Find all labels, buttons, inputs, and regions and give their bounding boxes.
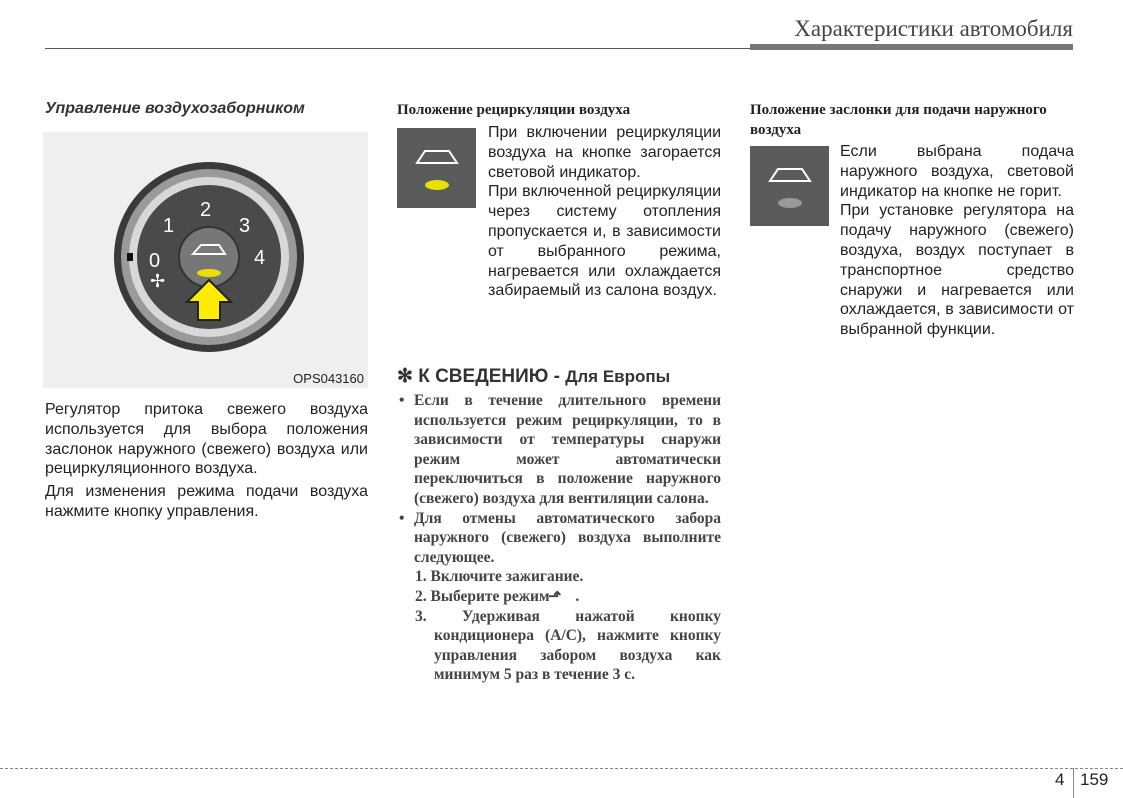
dial-label-3: 3 [239,215,251,237]
section-heading: Управление воздухозаборником [45,100,305,117]
footer-divider [0,768,1123,769]
indicator-light-on [197,269,221,277]
recirculation-button-image [397,128,476,208]
note-step [397,587,721,607]
figure-caption: OPS043160 [293,371,364,386]
chapter-number: 4 [1055,770,1065,789]
note-step-period: . [575,587,580,605]
section-title: Характеристики автомобиля [794,16,1073,41]
note-subtitle: Для Европы [565,367,671,386]
dial-label-4: 4 [254,247,266,269]
dial-illustration [43,132,368,388]
paragraph: Если выбрана подача наружного воздуха, световой индикатор на кнопке не горит. [840,143,1074,200]
paragraph: При включенной рециркуляции через систему отопления пропускается и, в зависимости от выбранного режима, нагревается или охлаждается забираемый из салона воздух. [488,183,721,300]
note-step-text: 2. Выберите режим [415,587,550,605]
face-vent-mode-icon: ⬏ [548,587,562,605]
note-title: К СВЕДЕНИЮ - [418,366,566,387]
note-step: 1. Включите зажигание. [415,568,584,586]
fan-icon: ✢ [150,271,166,291]
page-number: 159 [1080,770,1109,789]
dial-label-0: 0 [149,250,161,272]
paragraph: Регулятор притока свежего воздуха используется для выбора положения заслонок наружного (свежего) воздуха или рециркуляционного воздуха. [45,401,368,478]
paragraph: Для изменения режима подачи воздуха нажмите кнопку управления. [45,483,368,520]
fresh-air-button-image [750,146,829,226]
note-bullet: • Если в течение длительного времени используется режим рециркуляции, то в зависимости от температуры снаружи режим может автоматически переключиться в положение наружного (свежего) воздуха для вентиляции салона. [397,391,721,509]
header-bar [750,44,1073,50]
left-column [45,100,368,118]
dial-label-1: 1 [163,215,175,237]
dial-label-2: 2 [200,199,212,221]
section-heading: Положение рециркуляции воздуха [397,102,631,118]
note-bullet: • Для отмены автоматического забора наружного (свежего) воздуха выполните следующее. [397,509,721,568]
note-symbol-icon: ✻ [397,366,413,387]
section-heading: Положение заслонки для подачи наружного воздуха [750,102,1047,138]
paragraph: При установке регулятора на подачу наружного (свежего) воздуха, воздух поступает в транспортное средство снаружи и нагревается или охлаждается, в зависимости от выбранной функции. [840,202,1074,339]
page-number-separator [1073,768,1074,798]
paragraph: При включении рециркуляции воздуха на кнопке загорается световой индикатор. [488,124,721,181]
recirculation-button[interactable] [179,227,239,287]
air-intake-dial-figure [43,132,368,388]
header-divider [45,48,750,49]
note-box [397,365,721,685]
note-step: 3. Удерживая нажатой кнопку кондиционера (A/C), нажмите кнопку управления забором воздуха как минимум 5 раз в течение 3 с. [415,607,721,684]
